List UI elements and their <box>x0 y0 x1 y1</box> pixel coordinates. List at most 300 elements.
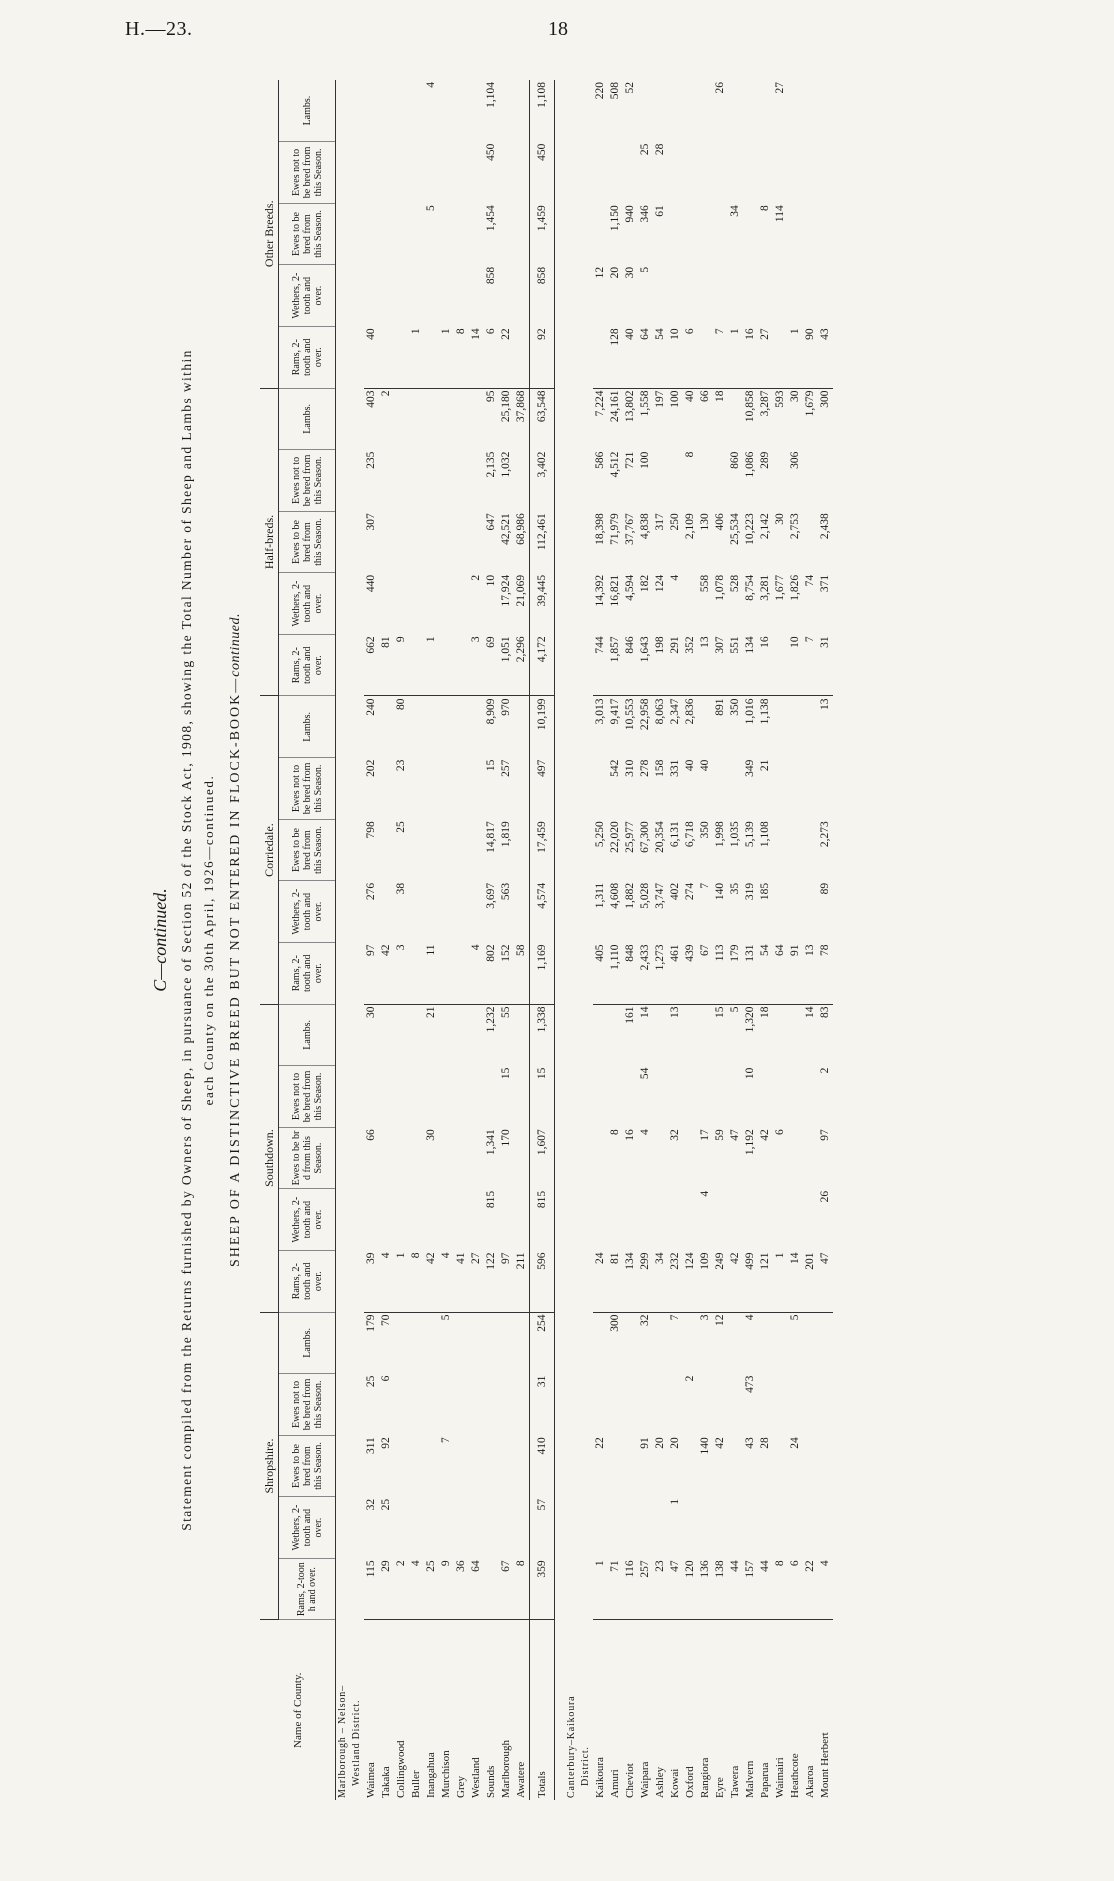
table-cell: 43 <box>818 326 833 388</box>
totals-cell: 815 <box>530 1189 555 1251</box>
table-cell: 158 <box>654 759 666 777</box>
table-cell: 42 <box>714 1437 726 1449</box>
statement-line-2: each County on the 30th April, 1926—continued. <box>201 774 216 1106</box>
table-cell <box>608 1374 623 1436</box>
totals-label: Totals <box>530 1620 555 1800</box>
table-cell: 1 <box>439 326 454 388</box>
table-cell: 14,392 <box>594 574 606 607</box>
table-cell: 121 <box>758 1250 773 1312</box>
column-header: Lambs. <box>279 388 336 450</box>
column-header: Rams, 2-tooth and over. <box>279 942 336 1004</box>
table-cell <box>499 80 514 142</box>
table-cell: 276 <box>365 882 377 901</box>
table-cell: 68,986 <box>515 513 527 545</box>
table-cell: 15 <box>485 759 497 772</box>
table-cell <box>728 142 743 204</box>
table-cell <box>499 1497 514 1559</box>
table-cell: 257 <box>500 759 512 777</box>
table-cell: 38 <box>395 882 407 895</box>
table-cell <box>668 142 683 204</box>
table-cell: 1,677 <box>774 574 786 601</box>
table-cell: 744 <box>593 634 608 696</box>
table-cell: 202 <box>365 759 377 777</box>
table-cell <box>379 203 394 265</box>
table-cell <box>499 1435 514 1497</box>
table-row <box>379 80 394 1800</box>
table-cell <box>469 1374 484 1436</box>
table-cell <box>409 1189 424 1251</box>
table-cell <box>788 1189 803 1251</box>
table-cell <box>439 1374 454 1436</box>
table-cell <box>394 511 409 573</box>
table-cell <box>379 758 394 820</box>
table-cell: 10,223 <box>744 513 756 545</box>
table-cell: 4 <box>639 1129 651 1135</box>
column-header: Lambs. <box>279 1312 336 1374</box>
table-cell: 4,512 <box>609 451 621 478</box>
table-cell: 1,454 <box>485 205 497 232</box>
table-cell <box>484 1374 499 1436</box>
table-cell: 10 <box>788 634 803 696</box>
table-cell <box>409 511 424 573</box>
table-cell <box>409 265 424 327</box>
table-cell: 9,417 <box>609 698 621 725</box>
column-header: Lambs. <box>279 1004 336 1066</box>
table-cell: 120 <box>683 1558 698 1620</box>
table-cell: 10,858 <box>744 390 756 423</box>
table-cell <box>803 203 818 265</box>
table-cell: 40 <box>699 759 711 772</box>
table-cell: 37,767 <box>624 513 636 545</box>
totals-cell: 39,445 <box>530 573 555 635</box>
column-header: Ewes to be br d from this Season. <box>279 1127 336 1189</box>
table-cell <box>713 450 728 512</box>
table-cell <box>394 1127 409 1189</box>
table-cell <box>454 634 469 696</box>
table-cell <box>758 265 773 327</box>
table-cell <box>394 203 409 265</box>
totals-cell: 57 <box>530 1497 555 1559</box>
page-header <box>0 18 1114 48</box>
table-cell: 499 <box>743 1250 758 1312</box>
table-cell: 406 <box>714 513 726 531</box>
table-cell: 15 <box>500 1067 512 1080</box>
column-header: Rams, 2-tooth and over. <box>279 1250 336 1312</box>
table-cell <box>773 1435 788 1497</box>
table-cell <box>439 80 454 142</box>
table-cell: 197 <box>654 390 666 408</box>
table-cell <box>379 881 394 943</box>
table-cell <box>713 1189 728 1251</box>
table-cell <box>668 1066 683 1128</box>
table-cell <box>608 1066 623 1128</box>
table-cell: 47 <box>729 1129 741 1141</box>
table-cell: 20 <box>669 1437 681 1449</box>
table-cell: 122 <box>484 1250 499 1312</box>
statement-title <box>176 80 220 1800</box>
county-name: Ashley <box>654 1766 666 1798</box>
table-cell <box>424 142 439 204</box>
table-cell <box>499 1374 514 1436</box>
table-cell: 1,320 <box>744 1006 756 1033</box>
table-cell <box>454 80 469 142</box>
table-cell <box>653 1066 668 1128</box>
county-name: Buller <box>410 1770 422 1798</box>
table-cell <box>818 450 833 512</box>
table-cell: 37,868 <box>515 390 527 423</box>
table-cell: 47 <box>668 1558 683 1620</box>
county-name: Kowai <box>669 1768 681 1798</box>
table-cell <box>394 1497 409 1559</box>
table-cell: 232 <box>668 1250 683 1312</box>
table-cell <box>439 265 454 327</box>
column-header: Ewes not to be bred from this Season. <box>279 450 336 512</box>
totals-cell: 112,461 <box>530 511 555 573</box>
table-cell: 7 <box>440 1437 452 1443</box>
table-cell <box>514 326 530 388</box>
totals-cell: 10,199 <box>530 696 555 758</box>
table-row <box>439 80 454 1800</box>
table-cell <box>638 1189 653 1251</box>
table-row <box>728 80 743 1800</box>
table-cell: 1,643 <box>638 634 653 696</box>
table-cell: 4 <box>409 1558 424 1620</box>
table-cell <box>683 203 698 265</box>
table-cell: 20,354 <box>654 821 666 853</box>
table-cell: 6,718 <box>684 821 696 848</box>
table-cell <box>514 1497 530 1559</box>
table-cell <box>469 819 484 881</box>
table-cell <box>698 265 713 327</box>
table-cell: 542 <box>609 759 621 777</box>
table-cell: 346 <box>639 205 651 223</box>
table-cell <box>758 1189 773 1251</box>
table-body <box>336 80 834 1800</box>
table-cell <box>409 1374 424 1436</box>
table-cell <box>653 1374 668 1436</box>
table-cell <box>514 1189 530 1251</box>
table-cell <box>469 696 484 758</box>
table-cell: 55 <box>500 1006 512 1019</box>
table-cell <box>439 819 454 881</box>
table-cell <box>593 1374 608 1436</box>
table-cell <box>698 142 713 204</box>
table-cell <box>713 1497 728 1559</box>
county-header: Name of County. <box>260 1620 336 1800</box>
table-row <box>593 80 608 1800</box>
table-cell <box>409 450 424 512</box>
table-cell: 2 <box>394 1558 409 1620</box>
table-cell: 201 <box>803 1250 818 1312</box>
table-cell: 71,979 <box>609 513 621 545</box>
table-cell: 299 <box>638 1250 653 1312</box>
table-cell <box>743 203 758 265</box>
table-cell: 134 <box>743 634 758 696</box>
table-cell: 8 <box>609 1129 621 1135</box>
column-header: Lambs. <box>279 696 336 758</box>
table-cell: 157 <box>743 1558 758 1620</box>
spacer-cell <box>555 80 566 1800</box>
table-cell <box>788 1066 803 1128</box>
table-cell: 249 <box>713 1250 728 1312</box>
table-cell: 1,558 <box>639 390 651 417</box>
totals-cell: 4,574 <box>530 881 555 943</box>
table-cell: 81 <box>379 634 394 696</box>
table-cell <box>454 511 469 573</box>
table-cell <box>469 1435 484 1497</box>
group-half-breds: Half-breds. <box>260 388 279 696</box>
table-cell <box>394 265 409 327</box>
table-cell <box>788 80 803 142</box>
table-cell: 21 <box>759 759 771 772</box>
table-cell: 14 <box>788 1250 803 1312</box>
table-cell <box>683 1312 698 1374</box>
table-cell <box>469 881 484 943</box>
table-cell <box>379 80 394 142</box>
table-cell <box>424 1312 439 1374</box>
table-cell <box>803 142 818 204</box>
table-cell <box>409 758 424 820</box>
table-cell: 41 <box>454 1250 469 1312</box>
table-cell <box>788 1374 803 1436</box>
table-cell <box>394 450 409 512</box>
table-cell <box>683 1435 698 1497</box>
table-cell: 4 <box>669 574 681 581</box>
table-cell <box>728 758 743 820</box>
table-cell <box>803 80 818 142</box>
table-cell <box>773 1497 788 1559</box>
table-cell <box>593 1004 608 1066</box>
table-cell <box>469 265 484 327</box>
county-name: Cheviot <box>624 1763 636 1798</box>
table-cell: 2,347 <box>669 698 681 725</box>
table-cell: 66 <box>365 1129 377 1141</box>
table-cell <box>454 203 469 265</box>
table-cell <box>394 1312 409 1374</box>
table-cell: 58 <box>514 942 530 1004</box>
table-cell <box>728 265 743 327</box>
table-cell: 1,108 <box>759 821 771 848</box>
table-cell <box>484 1435 499 1497</box>
table-cell: 1 <box>773 1250 788 1312</box>
table-cell <box>608 1189 623 1251</box>
table-cell: 179 <box>365 1314 377 1332</box>
table-cell: 8 <box>409 1250 424 1312</box>
table-cell: 32 <box>639 1314 651 1327</box>
table-cell <box>683 1189 698 1251</box>
table-cell <box>409 881 424 943</box>
table-cell: 2,433 <box>638 942 653 1004</box>
table-cell: 4 <box>379 1250 394 1312</box>
totals-cell: 450 <box>530 142 555 204</box>
table-cell: 3,013 <box>594 698 606 725</box>
table-cell: 67,300 <box>639 821 651 853</box>
table-cell: 25 <box>380 1498 392 1511</box>
table-cell: 2 <box>470 574 482 581</box>
table-cell <box>818 203 833 265</box>
table-cell: 10 <box>485 574 497 587</box>
table-cell: 450 <box>485 143 497 161</box>
table-cell: 30 <box>624 266 636 279</box>
totals-cell: 1,108 <box>530 80 555 142</box>
table-cell <box>409 80 424 142</box>
table-cell: 22 <box>803 1558 818 1620</box>
table-cell: 558 <box>699 574 711 593</box>
county-name: Paparua <box>759 1762 771 1798</box>
table-cell: 586 <box>594 451 606 469</box>
table-cell: 109 <box>698 1250 713 1312</box>
table-cell: 8 <box>514 1558 530 1620</box>
table-cell <box>439 203 454 265</box>
county-name: Malvern <box>744 1760 756 1798</box>
table-cell <box>409 1004 424 1066</box>
table-cell: 13 <box>669 1006 681 1019</box>
table-row <box>409 80 424 1800</box>
table-cell <box>514 881 530 943</box>
table-cell <box>364 265 379 327</box>
table-cell: 235 <box>365 451 377 469</box>
table-cell <box>439 450 454 512</box>
table-cell: 3 <box>394 942 409 1004</box>
table-cell: 9 <box>394 634 409 696</box>
subtitle-suffix: continued. <box>228 613 243 677</box>
table-cell <box>608 1497 623 1559</box>
table-cell <box>593 203 608 265</box>
table-cell: 5 <box>639 266 651 273</box>
table-cell <box>454 1066 469 1128</box>
table-cell <box>514 450 530 512</box>
table-cell <box>379 696 394 758</box>
table-cell <box>773 265 788 327</box>
table-cell <box>499 1312 514 1374</box>
column-header: Wethers, 2-tooth and over. <box>279 573 336 635</box>
table-cell <box>803 1497 818 1559</box>
subheader-row <box>279 80 336 1800</box>
table-cell <box>803 450 818 512</box>
table-cell: 439 <box>683 942 698 1004</box>
table-cell: 131 <box>743 942 758 1004</box>
table-cell: 32 <box>669 1129 681 1141</box>
table-cell <box>653 450 668 512</box>
table-row <box>623 80 638 1800</box>
table-cell: 25 <box>639 143 651 156</box>
table-cell <box>439 942 454 1004</box>
table-cell <box>394 1189 409 1251</box>
table-cell: 1 <box>593 1558 608 1620</box>
table-cell <box>773 326 788 388</box>
table-row <box>698 80 713 1800</box>
table-cell: 20 <box>609 266 621 279</box>
table-cell <box>818 1312 833 1374</box>
table-cell <box>484 1497 499 1559</box>
table-cell <box>653 1497 668 1559</box>
table-cell: 310 <box>624 759 636 777</box>
table-cell: 4 <box>744 1314 756 1321</box>
table-cell <box>439 1189 454 1251</box>
table-cell <box>424 1189 439 1251</box>
table-cell <box>454 1435 469 1497</box>
table-cell: 3,747 <box>654 882 666 909</box>
table-cell <box>698 696 713 758</box>
table-cell: 1,882 <box>624 882 636 909</box>
table-cell: 4,594 <box>624 574 636 601</box>
table-cell <box>668 1189 683 1251</box>
table-row <box>683 80 698 1800</box>
table-cell <box>713 142 728 204</box>
table-cell: 405 <box>593 942 608 1004</box>
table-cell: 78 <box>818 942 833 1004</box>
column-header: Ewes not to be bred from this Season. <box>279 142 336 204</box>
table-cell: 14 <box>469 326 484 388</box>
table-cell: 92 <box>380 1437 392 1449</box>
table-row <box>394 80 409 1800</box>
table-cell: 1,035 <box>729 821 741 848</box>
table-cell: 6 <box>788 1558 803 1620</box>
table-cell <box>653 1127 668 1189</box>
table-cell: 3 <box>469 634 484 696</box>
district-heading-label: Westland District. <box>351 1699 362 1786</box>
table-cell <box>394 80 409 142</box>
table-cell: 2 <box>819 1067 831 1074</box>
table-cell <box>424 758 439 820</box>
table-cell: 100 <box>639 451 651 469</box>
table-cell: 350 <box>729 698 741 716</box>
table-cell <box>788 758 803 820</box>
table-cell <box>683 265 698 327</box>
table-cell: 461 <box>668 942 683 1004</box>
county-name: Waimea <box>365 1762 377 1798</box>
county-name: Sounds <box>485 1765 497 1798</box>
table-cell: 8 <box>773 1558 788 1620</box>
table-cell <box>728 80 743 142</box>
table-cell: 551 <box>728 634 743 696</box>
table-cell: 8,909 <box>485 698 497 725</box>
table-cell <box>424 326 439 388</box>
table-cell: 113 <box>713 942 728 1004</box>
table-cell <box>638 1374 653 1436</box>
table-cell <box>743 142 758 204</box>
table-cell: 59 <box>714 1129 726 1141</box>
table-cell: 83 <box>819 1006 831 1019</box>
table-cell <box>638 80 653 142</box>
table-cell: 27 <box>758 326 773 388</box>
table-cell <box>454 1374 469 1436</box>
table-cell: 11 <box>424 942 439 1004</box>
table-cell <box>773 1189 788 1251</box>
table-cell: 278 <box>639 759 651 777</box>
table-cell <box>394 142 409 204</box>
table-cell: 17,924 <box>500 574 512 607</box>
county-name: Rangiora <box>699 1757 711 1798</box>
totals-cell: 596 <box>530 1250 555 1312</box>
table-cell <box>698 203 713 265</box>
table-cell <box>728 1497 743 1559</box>
table-cell <box>758 80 773 142</box>
table-cell <box>439 696 454 758</box>
table-cell: 250 <box>669 513 681 531</box>
table-cell <box>514 1374 530 1436</box>
table-cell: 274 <box>684 882 696 901</box>
table-cell <box>469 1004 484 1066</box>
table-cell: 2,296 <box>514 634 530 696</box>
table-cell: 170 <box>500 1129 512 1147</box>
table-cell <box>424 388 439 450</box>
table-cell <box>379 1004 394 1066</box>
table-cell <box>454 142 469 204</box>
table-cell <box>743 80 758 142</box>
totals-cell: 410 <box>530 1435 555 1497</box>
table-cell <box>773 634 788 696</box>
